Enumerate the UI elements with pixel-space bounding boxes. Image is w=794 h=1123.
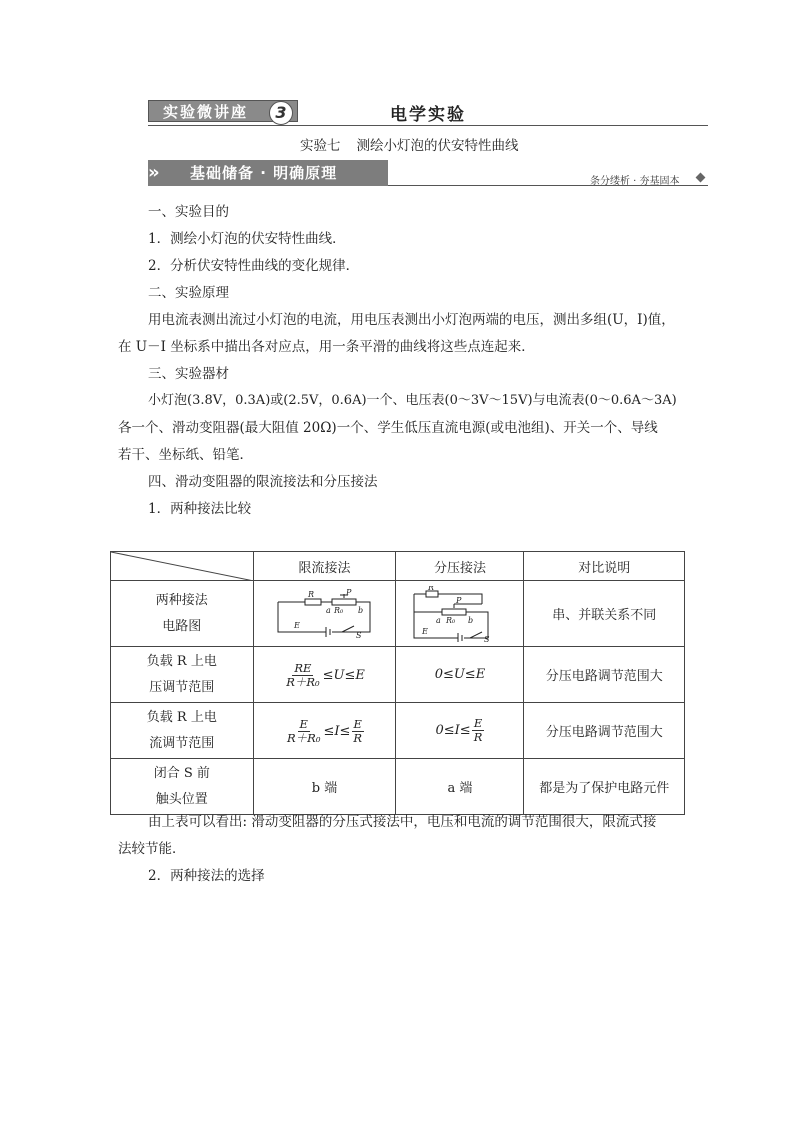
- row-label-line: 触头位置: [155, 791, 208, 807]
- row-label-line: 两种接法: [155, 592, 208, 608]
- comparison-note: 串、并联关系不同: [524, 581, 685, 647]
- fraction-denominator: R: [473, 730, 483, 744]
- row-label-line: 压调节范围: [149, 679, 215, 695]
- label-a: a: [435, 615, 441, 625]
- table-conclusion-line-1: 由上表可以看出: 滑动变阻器的分压式接法中，电压和电流的调节范围很大，限流式接: [148, 814, 657, 830]
- equipment-line-2: 各一个、滑动变阻器(最大阻值 20Ω)一个、学生低压直流电源(或电池组)、开关一个、导线: [118, 420, 658, 436]
- principle-line-2: 在 U－I 坐标系中描出各对应点，用一条平滑的曲线将这些点连起来．: [118, 339, 535, 355]
- current-limiting-circuit-diagram: [270, 588, 380, 640]
- lecture-number: 3: [269, 101, 293, 125]
- label-R0: R₀: [445, 615, 456, 625]
- label-b: b: [467, 615, 474, 625]
- divider-voltage-range: 0≤U≤E: [396, 647, 524, 703]
- fraction-numerator: E: [473, 716, 483, 730]
- table-row: [111, 703, 685, 759]
- rheostat-item-2: 2．两种接法的选择: [148, 868, 265, 884]
- section-heading-equipment: 三、实验器材: [148, 366, 229, 382]
- table-header-cell: 对比说明: [524, 552, 685, 581]
- lecture-badge-label: 实验微讲座: [163, 103, 249, 121]
- row-label: [111, 647, 254, 703]
- table-row: [111, 759, 685, 815]
- principle-line-1: 用电流表测出流过小灯泡的电流，用电压表测出小灯泡两端的电压，测出多组(U，I)值，: [148, 312, 675, 328]
- section-heading-purpose: 一、实验目的: [148, 204, 229, 220]
- limit-current-range: [253, 703, 396, 759]
- fraction-numerator: E: [353, 716, 362, 731]
- purpose-item-2: 2．分析伏安特性曲线的变化规律．: [148, 258, 360, 274]
- fraction-numerator: E: [299, 716, 308, 731]
- experiment-number: 实验七: [300, 138, 341, 154]
- equipment-line-3: 若干、坐标纸、铅笔．: [118, 447, 253, 463]
- lecture-badge: [148, 100, 298, 122]
- label-R: R: [427, 585, 434, 592]
- row-label: [111, 703, 254, 759]
- row-label-line: 闭合 S 前: [153, 765, 210, 781]
- comparison-note: 分压电路调节范围大: [524, 703, 685, 759]
- fraction-denominator: R: [353, 730, 363, 745]
- rheostat-item-1: 1．两种接法比较: [148, 501, 252, 517]
- label-E: E: [421, 626, 428, 636]
- inequality-text: ≤I≤: [323, 723, 351, 739]
- divider-slider-position: a 端: [396, 759, 524, 815]
- divider-circuit-cell: [396, 581, 524, 647]
- chevron-double-right-icon: »: [148, 162, 156, 183]
- comparison-note: 分压电路调节范围大: [524, 647, 685, 703]
- equipment-line-1: 小灯泡(3.8V，0.3A)或(2.5V，0.6A)一个、电压表(0～3V～15V)与电流表(0～0.6A～3A): [148, 393, 677, 408]
- purpose-item-1: 1．测绘小灯泡的伏安特性曲线．: [148, 231, 346, 247]
- limit-voltage-range: [253, 647, 396, 703]
- limit-circuit-cell: [253, 581, 396, 647]
- label-S: S: [483, 634, 490, 642]
- label-P: P: [455, 595, 462, 605]
- label-b: b: [357, 605, 363, 615]
- limit-slider-position: b 端: [253, 759, 396, 815]
- experiment-name: 测绘小灯泡的伏安特性曲线: [356, 138, 519, 154]
- label-P: P: [345, 587, 351, 597]
- row-label-line: 负载 R 上电: [146, 653, 217, 669]
- experiment-subtitle: [300, 134, 519, 154]
- row-label: [111, 759, 254, 815]
- label-E: E: [293, 620, 300, 630]
- section-heading-rheostat: 四、滑动变阻器的限流接法和分压接法: [148, 474, 378, 490]
- inequality-text: ≤U≤E: [322, 667, 365, 683]
- table-header-cell: 限流接法: [253, 552, 396, 581]
- diamond-icon: [696, 173, 706, 183]
- comparison-note: 都是为了保护电路元件: [524, 759, 685, 815]
- fraction-numerator: RE: [294, 660, 312, 675]
- table-row: [111, 647, 685, 703]
- label-R: R: [307, 589, 314, 599]
- section-banner-tagline: 条分缕析 · 夯基固本: [590, 176, 680, 187]
- inequality-text: 0≤I≤: [435, 723, 471, 738]
- table-row: [111, 581, 685, 647]
- header-rule: [148, 125, 708, 126]
- divider-current-range: [396, 703, 524, 759]
- section-heading-principle: 二、实验原理: [148, 285, 229, 301]
- fraction-denominator: R＋R₀: [286, 674, 320, 689]
- page-title: 电学实验: [390, 105, 466, 125]
- voltage-divider-circuit-diagram: [408, 586, 512, 642]
- diagonal-line: [111, 552, 254, 581]
- section-banner-title: 基础储备 · 明确原理: [190, 164, 338, 182]
- row-label-line: 负载 R 上电: [146, 709, 217, 725]
- row-label-line: 电路图: [162, 618, 202, 634]
- label-S: S: [355, 630, 362, 640]
- table-header-row: [111, 552, 685, 581]
- table-conclusion-line-2: 法较节能．: [118, 841, 186, 857]
- row-label-line: 流调节范围: [149, 735, 215, 751]
- label-a: a: [325, 605, 331, 615]
- label-R0: R₀: [333, 605, 343, 615]
- row-label: [111, 581, 254, 647]
- table-header-cell: 分压接法: [396, 552, 524, 581]
- fraction-denominator: R＋R₀: [287, 730, 321, 745]
- comparison-table: [110, 551, 685, 815]
- table-corner-cell: [111, 552, 254, 581]
